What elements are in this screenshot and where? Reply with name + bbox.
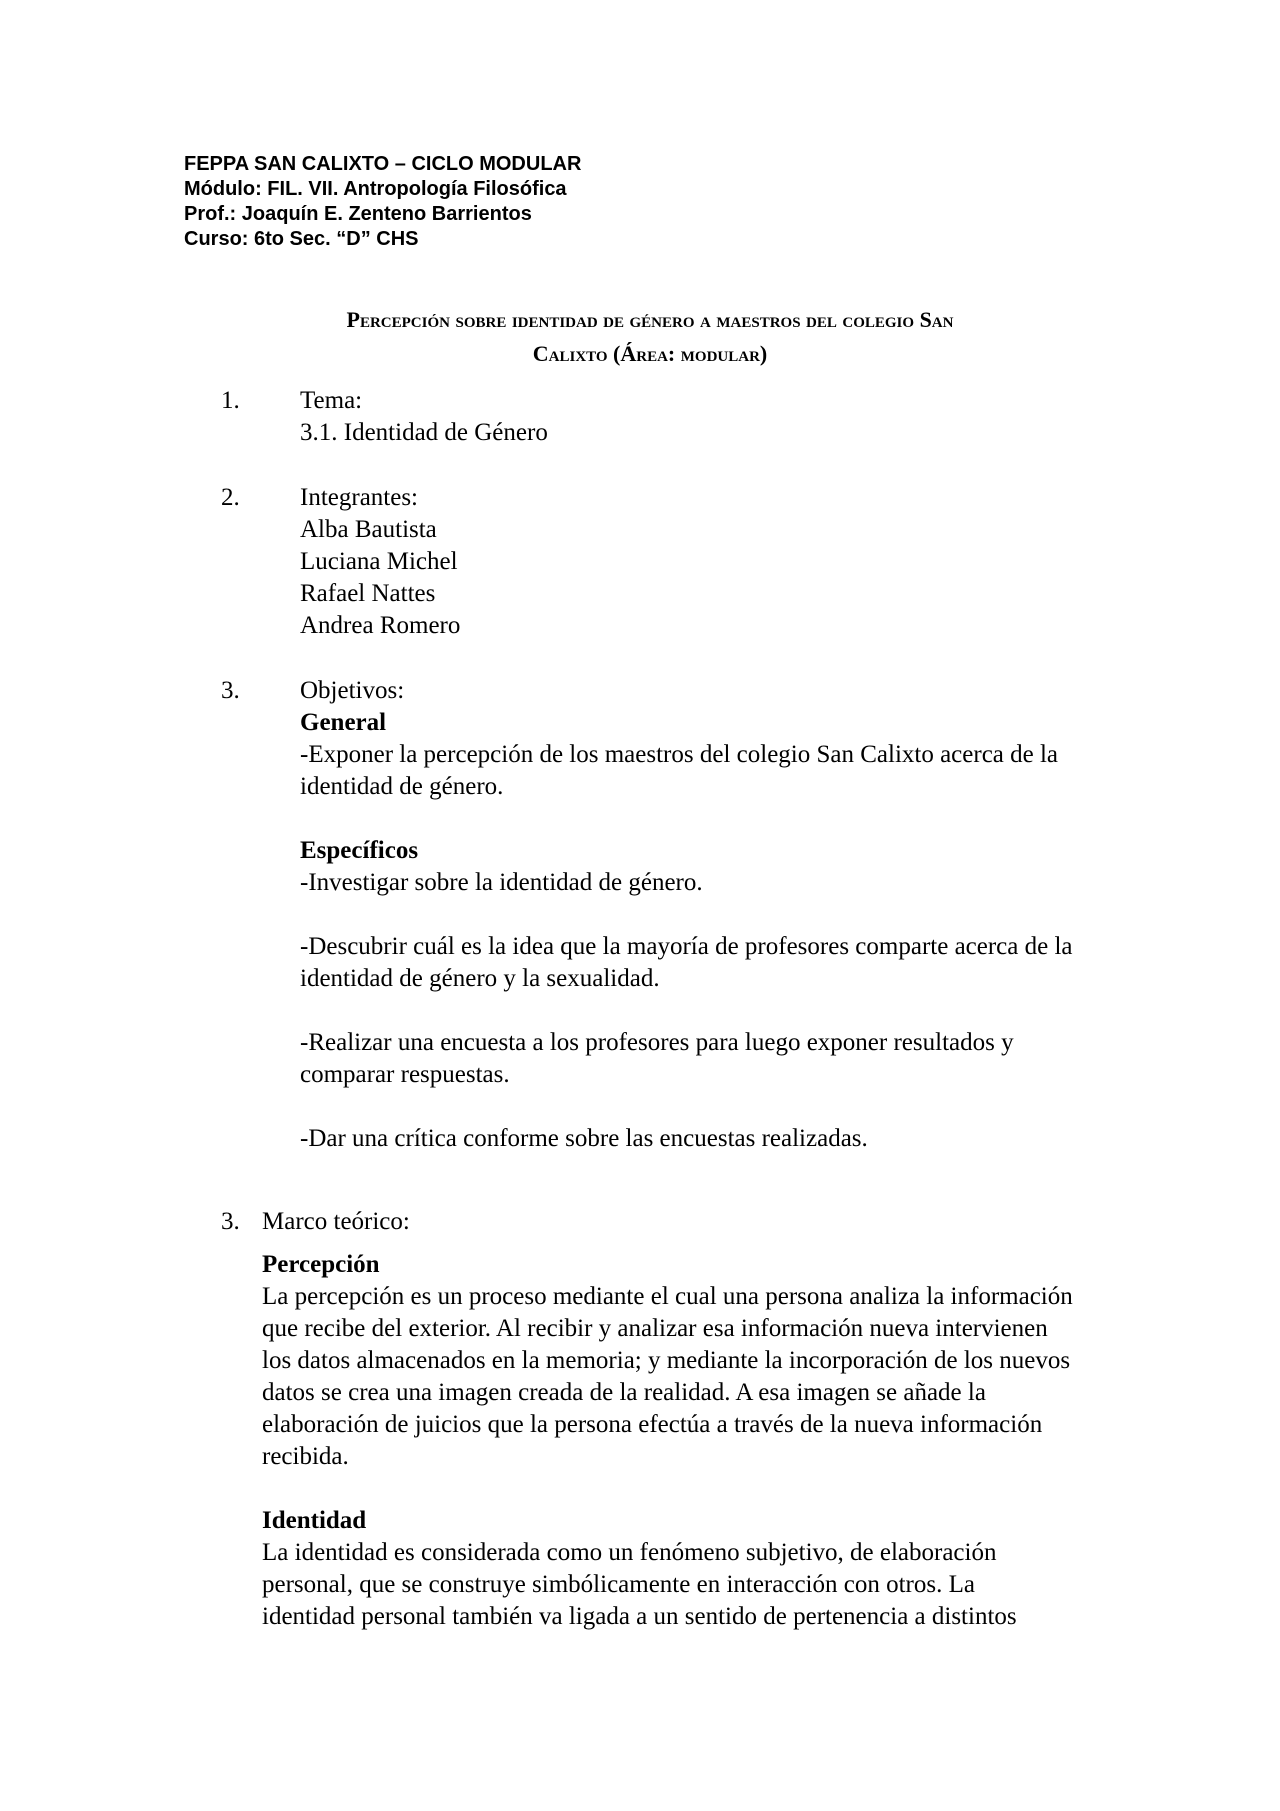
identidad-label: Identidad [262,1507,367,1534]
general-text: -Exponer la percepción de los maestros del colegio San Calixto acerca de la [300,741,1059,768]
percepcion-text: La percepción es un proceso mediante el cual una persona analiza la información [262,1283,1073,1310]
percepcion-text: que recibe del exterior. Al recibir y analizar esa información nueva intervienen [262,1315,1048,1342]
title-line-2: Calixto (Área: modular) [532,341,768,366]
percepcion-text: datos se crea una imagen creada de la realidad. A esa imagen se añade la [262,1379,986,1406]
section-3-number: 3. [221,677,240,704]
especifico-3: -Realizar una encuesta a los profesores para luego exponer resultados y [300,1029,1014,1056]
especifico-3: comparar respuestas. [300,1061,510,1088]
member-item: Andrea Romero [300,612,461,639]
section-4-number: 3. [221,1208,240,1235]
especifico-2: identidad de género y la sexualidad. [300,965,660,992]
percepcion-text: elaboración de juicios que la persona efectúa a través de la nueva información [262,1411,1043,1438]
percepcion-label: Percepción [262,1251,380,1278]
identidad-text: La identidad es considerada como un fenómeno subjetivo, de elaboración [262,1539,997,1566]
especificos-label: Específicos [300,837,419,864]
title-line-1: Percepción sobre identidad de género a maestros del colegio San [346,307,954,332]
section-4 [262,1206,1120,1633]
module-line: Módulo: FIL. VII. Antropología Filosófica [184,178,567,200]
member-item: Alba Bautista [300,516,437,543]
section-1-number: 1. [221,387,240,414]
especifico-1: -Investigar sobre la identidad de género. [300,869,703,896]
section-3-heading: Objetivos: [300,677,405,704]
especifico-2: -Descubrir cuál es la idea que la mayoría de profesores comparte acerca de la [300,933,1073,960]
section-1 [300,385,1120,449]
section-1-heading: Tema: [300,387,363,414]
section-2-heading: Integrantes: [300,484,419,511]
section-4-heading: Marco teórico: [262,1208,410,1235]
percepcion-text: los datos almacenados en la memoria; y mediante la incorporación de los nuevos [262,1347,1071,1374]
percepcion-text: recibida. [262,1443,349,1470]
identidad-text: identidad personal también va ligada a un sentido de pertenencia a distintos [262,1603,1017,1630]
professor-line: Prof.: Joaquín E. Zenteno Barrientos [184,203,532,225]
section-2-number: 2. [221,484,240,511]
general-label: General [300,709,387,736]
general-text: identidad de género. [300,773,504,800]
especifico-4: -Dar una crítica conforme sobre las encuestas realizadas. [300,1125,868,1152]
section-1-item: 3.1. Identidad de Género [300,419,548,446]
member-item: Rafael Nattes [300,580,436,607]
identidad-text: personal, que se construye simbólicamente en interacción con otros. La [262,1571,975,1598]
school-line: FEPPA SAN CALIXTO – CICLO MODULAR [184,153,582,175]
member-item: Luciana Michel [300,548,458,575]
section-3 [300,675,1120,1155]
document-title [184,303,1116,371]
document-header [184,152,581,252]
course-line: Curso: 6to Sec. “D” CHS [184,228,419,250]
section-2 [300,482,1120,642]
